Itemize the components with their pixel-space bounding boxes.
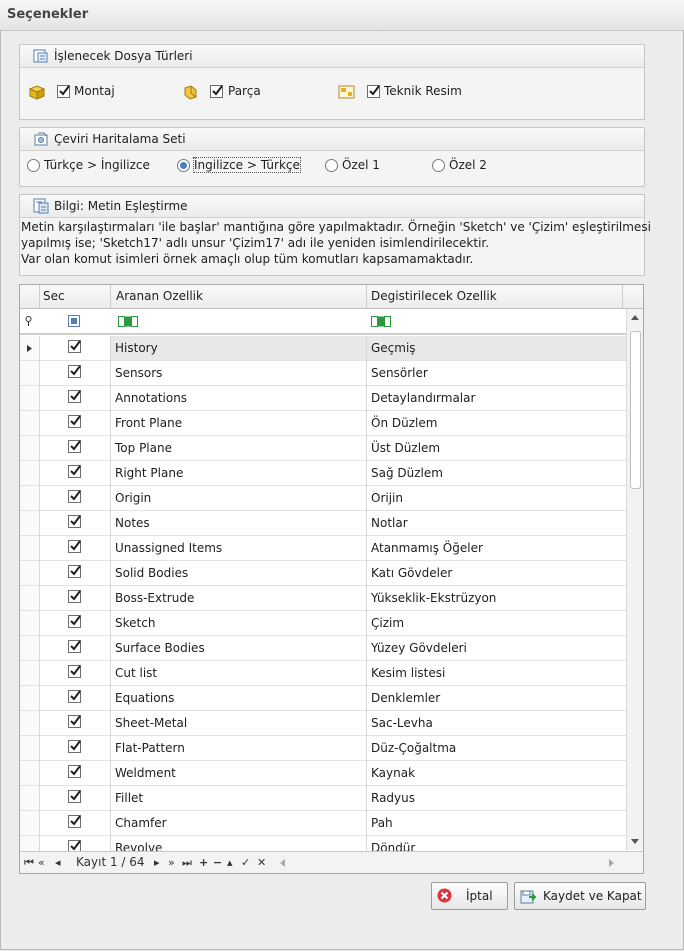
assembly-icon bbox=[28, 84, 46, 100]
cancel-icon bbox=[437, 888, 452, 903]
search-cell[interactable] bbox=[111, 486, 367, 511]
radio-en-tr[interactable] bbox=[177, 159, 190, 172]
nav-delete-icon[interactable]: − bbox=[213, 856, 223, 869]
sec-cell bbox=[40, 361, 111, 386]
search-value: Solid Bodies bbox=[115, 566, 189, 580]
row-indicator-cell bbox=[20, 561, 40, 586]
sec-cell bbox=[40, 661, 111, 686]
row-indicator-cell bbox=[20, 436, 40, 461]
row-sec-checkbox[interactable] bbox=[68, 540, 81, 553]
search-cell[interactable] bbox=[111, 686, 367, 711]
replace-value: Pah bbox=[371, 816, 393, 830]
sec-cell bbox=[40, 561, 111, 586]
table-row[interactable] bbox=[20, 811, 626, 836]
table-row[interactable] bbox=[20, 436, 626, 461]
replace-cell[interactable] bbox=[367, 761, 626, 786]
row-indicator-cell bbox=[20, 636, 40, 661]
row-sec-checkbox[interactable] bbox=[68, 340, 81, 353]
search-cell[interactable] bbox=[111, 836, 367, 851]
info-header bbox=[20, 195, 644, 218]
part-icon bbox=[182, 84, 200, 100]
radio-ozel-2[interactable] bbox=[432, 159, 445, 172]
replace-value: Sağ Düzlem bbox=[371, 466, 443, 480]
scroll-thumb[interactable] bbox=[630, 331, 641, 489]
replace-cell[interactable] bbox=[367, 336, 626, 361]
drawing-icon bbox=[338, 84, 356, 100]
row-indicator-cell bbox=[20, 661, 40, 686]
replace-value: Orijin bbox=[371, 491, 403, 505]
search-cell[interactable] bbox=[111, 611, 367, 636]
column-header-sec-label: Sec bbox=[43, 289, 65, 303]
search-cell[interactable] bbox=[111, 411, 367, 436]
record-counter: Kayıt 1 / 64 bbox=[76, 855, 145, 869]
file-types-header bbox=[20, 45, 644, 68]
replace-value: Geçmiş bbox=[371, 341, 416, 355]
abc-filter-icon[interactable] bbox=[118, 316, 138, 327]
row-indicator-cell bbox=[20, 361, 40, 386]
row-sec-checkbox[interactable] bbox=[68, 715, 81, 728]
search-cell[interactable] bbox=[111, 361, 367, 386]
row-sec-checkbox[interactable] bbox=[68, 515, 81, 528]
parca-checkbox[interactable] bbox=[210, 85, 223, 98]
row-sec-checkbox[interactable] bbox=[68, 815, 81, 828]
column-header-sec[interactable] bbox=[40, 285, 111, 308]
replace-cell[interactable] bbox=[367, 511, 626, 536]
replace-cell[interactable] bbox=[367, 686, 626, 711]
search-value: Right Plane bbox=[115, 466, 184, 480]
save-close-label: Kaydet ve Kapat bbox=[543, 889, 642, 903]
row-sec-checkbox[interactable] bbox=[68, 415, 81, 428]
table-row[interactable] bbox=[20, 461, 626, 486]
replace-value: Yükseklik-Ekstrüzyon bbox=[371, 591, 497, 605]
search-value: Origin bbox=[115, 491, 152, 505]
search-cell[interactable] bbox=[111, 461, 367, 486]
vertical-scrollbar[interactable] bbox=[626, 309, 644, 850]
replace-value: Detaylandırmalar bbox=[371, 391, 476, 405]
column-header-aranan[interactable] bbox=[111, 285, 367, 308]
info-line: Metin karşılaştırmaları 'ile başlar' mantığına göre yapılmaktadır. Örneğin 'Sketch' ve 'Çizim' eşleştirilmesi bbox=[21, 220, 651, 234]
radio-ozel-1-label: Özel 1 bbox=[342, 158, 380, 172]
column-header-degistirilecek-label: Degistirilecek Ozellik bbox=[371, 289, 497, 303]
replace-value: Notlar bbox=[371, 516, 408, 530]
row-sec-checkbox[interactable] bbox=[68, 615, 81, 628]
replace-cell[interactable] bbox=[367, 836, 626, 851]
replace-cell[interactable] bbox=[367, 636, 626, 661]
column-header-degistirilecek[interactable] bbox=[367, 285, 623, 308]
row-indicator-cell bbox=[20, 536, 40, 561]
replace-value: Üst Düzlem bbox=[371, 441, 441, 455]
search-cell[interactable] bbox=[111, 536, 367, 561]
sec-cell bbox=[40, 711, 111, 736]
header-indicator-cell bbox=[20, 285, 40, 308]
replace-value: Çizim bbox=[371, 616, 405, 630]
nav-apply-icon[interactable]: ✓ bbox=[241, 856, 251, 869]
file-types-icon bbox=[33, 48, 49, 64]
search-value: Top Plane bbox=[115, 441, 172, 455]
row-indicator-cell bbox=[20, 586, 40, 611]
radio-tr-en[interactable] bbox=[27, 159, 40, 172]
table-row[interactable] bbox=[20, 836, 626, 851]
search-value: Sheet-Metal bbox=[115, 716, 188, 730]
search-cell[interactable] bbox=[111, 761, 367, 786]
replace-value: Kesim listesi bbox=[371, 666, 446, 680]
filter-sec-checkbox[interactable] bbox=[68, 315, 80, 327]
teknik-resim-label: Teknik Resim bbox=[384, 84, 462, 98]
cancel-button[interactable] bbox=[431, 882, 508, 910]
nav-next-icon[interactable]: ▸ bbox=[154, 856, 160, 869]
row-sec-checkbox[interactable] bbox=[68, 665, 81, 678]
replace-cell[interactable] bbox=[367, 461, 626, 486]
title-bar bbox=[0, 0, 684, 31]
grid-rows bbox=[20, 336, 626, 851]
search-value: History bbox=[115, 341, 158, 355]
replace-cell[interactable] bbox=[367, 361, 626, 386]
nav-first-icon[interactable]: ⏮ bbox=[24, 856, 34, 869]
search-cell[interactable] bbox=[111, 436, 367, 461]
mapping-title: Çeviri Haritalama Seti bbox=[54, 132, 186, 146]
search-value: Equations bbox=[115, 691, 175, 705]
replace-value: Yüzey Gövdeleri bbox=[371, 641, 467, 655]
sec-cell bbox=[40, 511, 111, 536]
search-value: Boss-Extrude bbox=[115, 591, 195, 605]
radio-ozel-1[interactable] bbox=[325, 159, 338, 172]
replace-cell[interactable] bbox=[367, 586, 626, 611]
info-icon bbox=[33, 198, 49, 214]
row-indicator-cell bbox=[20, 611, 40, 636]
scroll-up-arrow-icon[interactable] bbox=[631, 314, 639, 320]
sec-cell bbox=[40, 411, 111, 436]
replace-value: Kaynak bbox=[371, 766, 416, 780]
nav-last-icon[interactable]: ⏭ bbox=[182, 856, 192, 869]
table-row[interactable] bbox=[20, 536, 626, 561]
radio-tr-en-label: Türkçe > İngilizce bbox=[44, 158, 150, 172]
search-cell[interactable] bbox=[111, 811, 367, 836]
replace-value: Denklemler bbox=[371, 691, 441, 705]
table-row[interactable] bbox=[20, 386, 626, 411]
sec-cell bbox=[40, 436, 111, 461]
row-indicator-cell bbox=[20, 511, 40, 536]
sec-cell bbox=[40, 636, 111, 661]
row-sec-checkbox[interactable] bbox=[68, 790, 81, 803]
search-value: Front Plane bbox=[115, 416, 183, 430]
row-sec-checkbox[interactable] bbox=[68, 840, 81, 851]
replace-value: Düz-Çoğaltma bbox=[371, 741, 457, 755]
window-title: Seçenekler bbox=[7, 7, 89, 22]
table-row[interactable] bbox=[20, 411, 626, 436]
search-value: Chamfer bbox=[115, 816, 167, 830]
row-indicator-cell bbox=[20, 486, 40, 511]
search-cell[interactable] bbox=[111, 661, 367, 686]
replace-cell[interactable] bbox=[367, 561, 626, 586]
filter-row bbox=[20, 309, 643, 335]
nav-cancel-icon[interactable]: ✕ bbox=[257, 856, 267, 869]
nav-add-icon[interactable]: + bbox=[199, 856, 209, 869]
sec-cell bbox=[40, 336, 111, 361]
row-sec-checkbox[interactable] bbox=[68, 765, 81, 778]
abc-filter-icon[interactable] bbox=[371, 316, 391, 327]
sec-cell bbox=[40, 486, 111, 511]
scroll-down-arrow-icon[interactable] bbox=[631, 839, 639, 845]
search-cell[interactable] bbox=[111, 786, 367, 811]
montaj-checkbox[interactable] bbox=[57, 85, 70, 98]
search-cell[interactable] bbox=[111, 561, 367, 586]
nav-edit-icon[interactable]: ▴ bbox=[227, 856, 233, 869]
nav-prev-icon[interactable]: ◂ bbox=[55, 856, 61, 869]
replace-cell[interactable] bbox=[367, 811, 626, 836]
radio-en-tr-label: İngilizce > Türkçe bbox=[194, 158, 300, 172]
table-row[interactable] bbox=[20, 336, 626, 361]
row-indicator-cell bbox=[20, 336, 40, 361]
table-row[interactable] bbox=[20, 586, 626, 611]
table-row[interactable] bbox=[20, 486, 626, 511]
row-indicator-cell bbox=[20, 811, 40, 836]
replace-value: Ön Düzlem bbox=[371, 416, 438, 430]
replace-cell[interactable] bbox=[367, 486, 626, 511]
row-indicator-cell bbox=[20, 786, 40, 811]
search-cell[interactable] bbox=[111, 711, 367, 736]
column-header-aranan-label: Aranan Ozellik bbox=[116, 289, 203, 303]
search-cell[interactable] bbox=[111, 336, 367, 361]
nav-prev-page-icon[interactable]: « bbox=[38, 856, 45, 869]
row-indicator-cell bbox=[20, 411, 40, 436]
teknik-resim-checkbox[interactable] bbox=[367, 85, 380, 98]
mapping-group bbox=[19, 127, 645, 187]
file-types-title: İşlenecek Dosya Türleri bbox=[54, 49, 193, 63]
search-value: Surface Bodies bbox=[115, 641, 205, 655]
row-sec-checkbox[interactable] bbox=[68, 390, 81, 403]
replace-cell[interactable] bbox=[367, 611, 626, 636]
sec-cell bbox=[40, 686, 111, 711]
info-group bbox=[19, 194, 651, 276]
filter-pin-icon bbox=[24, 316, 33, 326]
record-navigator bbox=[20, 851, 643, 874]
search-value: Flat-Pattern bbox=[115, 741, 185, 755]
replace-value: Sensörler bbox=[371, 366, 428, 380]
replace-cell[interactable] bbox=[367, 386, 626, 411]
table-row[interactable] bbox=[20, 761, 626, 786]
table-row[interactable] bbox=[20, 636, 626, 661]
mapping-icon bbox=[33, 131, 49, 147]
replace-cell[interactable] bbox=[367, 436, 626, 461]
replace-value: Katı Gövdeler bbox=[371, 566, 453, 580]
table-row[interactable] bbox=[20, 561, 626, 586]
grid-header bbox=[20, 285, 643, 309]
search-value: Notes bbox=[115, 516, 150, 530]
replace-cell[interactable] bbox=[367, 411, 626, 436]
row-indicator-cell bbox=[20, 686, 40, 711]
replace-cell[interactable] bbox=[367, 661, 626, 686]
row-sec-checkbox[interactable] bbox=[68, 365, 81, 378]
cancel-label: İptal bbox=[466, 889, 493, 903]
sec-cell bbox=[40, 736, 111, 761]
search-cell[interactable] bbox=[111, 386, 367, 411]
replace-cell[interactable] bbox=[367, 536, 626, 561]
info-line: Var olan komut isimleri örnek amaçlı olup tüm komutları kapsamamaktadır. bbox=[21, 252, 474, 266]
replace-value: Radyus bbox=[371, 791, 416, 805]
sec-cell bbox=[40, 536, 111, 561]
search-value: Sensors bbox=[115, 366, 163, 380]
sec-cell bbox=[40, 586, 111, 611]
mapping-header bbox=[20, 128, 644, 151]
row-indicator-icon bbox=[27, 345, 32, 352]
save-icon bbox=[520, 888, 536, 904]
row-indicator-cell bbox=[20, 736, 40, 761]
info-line: yapılmış ise; 'Sketch17' adlı unsur 'Çizim17' adı ile yeniden isimlendirilecektir. bbox=[21, 236, 490, 250]
search-value: Revolve bbox=[115, 841, 163, 851]
info-text bbox=[21, 219, 651, 267]
row-indicator-cell bbox=[20, 711, 40, 736]
row-sec-checkbox[interactable] bbox=[68, 740, 81, 753]
replace-value: Döndür bbox=[371, 841, 416, 851]
replace-cell[interactable] bbox=[367, 711, 626, 736]
sec-cell bbox=[40, 386, 111, 411]
search-cell[interactable] bbox=[111, 636, 367, 661]
table-row[interactable] bbox=[20, 736, 626, 761]
row-sec-checkbox[interactable] bbox=[68, 690, 81, 703]
row-sec-checkbox[interactable] bbox=[68, 565, 81, 578]
replace-value: Sac-Levha bbox=[371, 716, 433, 730]
replace-cell[interactable] bbox=[367, 736, 626, 761]
sec-cell bbox=[40, 461, 111, 486]
search-value: Weldment bbox=[115, 766, 176, 780]
search-value: Fillet bbox=[115, 791, 144, 805]
replace-cell[interactable] bbox=[367, 786, 626, 811]
sec-cell bbox=[40, 811, 111, 836]
row-sec-checkbox[interactable] bbox=[68, 440, 81, 453]
mapping-grid bbox=[19, 284, 644, 874]
search-cell[interactable] bbox=[111, 586, 367, 611]
info-title: Bilgi: Metin Eşleştirme bbox=[54, 199, 188, 213]
search-cell[interactable] bbox=[111, 511, 367, 536]
sec-cell bbox=[40, 836, 111, 851]
table-row[interactable] bbox=[20, 711, 626, 736]
table-row[interactable] bbox=[20, 686, 626, 711]
search-value: Annotations bbox=[115, 391, 188, 405]
horizontal-scrollbar[interactable] bbox=[293, 856, 641, 869]
radio-ozel-2-label: Özel 2 bbox=[449, 158, 487, 172]
row-indicator-cell bbox=[20, 836, 40, 851]
search-value: Cut list bbox=[115, 666, 158, 680]
row-sec-checkbox[interactable] bbox=[68, 490, 81, 503]
table-row[interactable] bbox=[20, 611, 626, 636]
replace-value: Atanmamış Öğeler bbox=[371, 541, 483, 555]
hscroll-right-arrow-icon[interactable] bbox=[609, 859, 615, 867]
search-value: Sketch bbox=[115, 616, 156, 630]
row-indicator-cell bbox=[20, 461, 40, 486]
table-row[interactable] bbox=[20, 511, 626, 536]
row-sec-checkbox[interactable] bbox=[68, 590, 81, 603]
parca-label: Parça bbox=[228, 84, 261, 98]
row-indicator-cell bbox=[20, 761, 40, 786]
search-cell[interactable] bbox=[111, 736, 367, 761]
save-close-button[interactable] bbox=[514, 882, 646, 910]
hscroll-left-arrow-icon[interactable] bbox=[279, 859, 285, 867]
table-row[interactable] bbox=[20, 661, 626, 686]
montaj-label: Montaj bbox=[74, 84, 115, 98]
sec-cell bbox=[40, 761, 111, 786]
table-row[interactable] bbox=[20, 361, 626, 386]
nav-next-page-icon[interactable]: » bbox=[168, 856, 175, 869]
sec-cell bbox=[40, 611, 111, 636]
row-sec-checkbox[interactable] bbox=[68, 465, 81, 478]
table-row[interactable] bbox=[20, 786, 626, 811]
search-value: Unassigned Items bbox=[115, 541, 223, 555]
file-types-group bbox=[19, 44, 645, 120]
row-indicator-cell bbox=[20, 386, 40, 411]
sec-cell bbox=[40, 786, 111, 811]
row-sec-checkbox[interactable] bbox=[68, 640, 81, 653]
